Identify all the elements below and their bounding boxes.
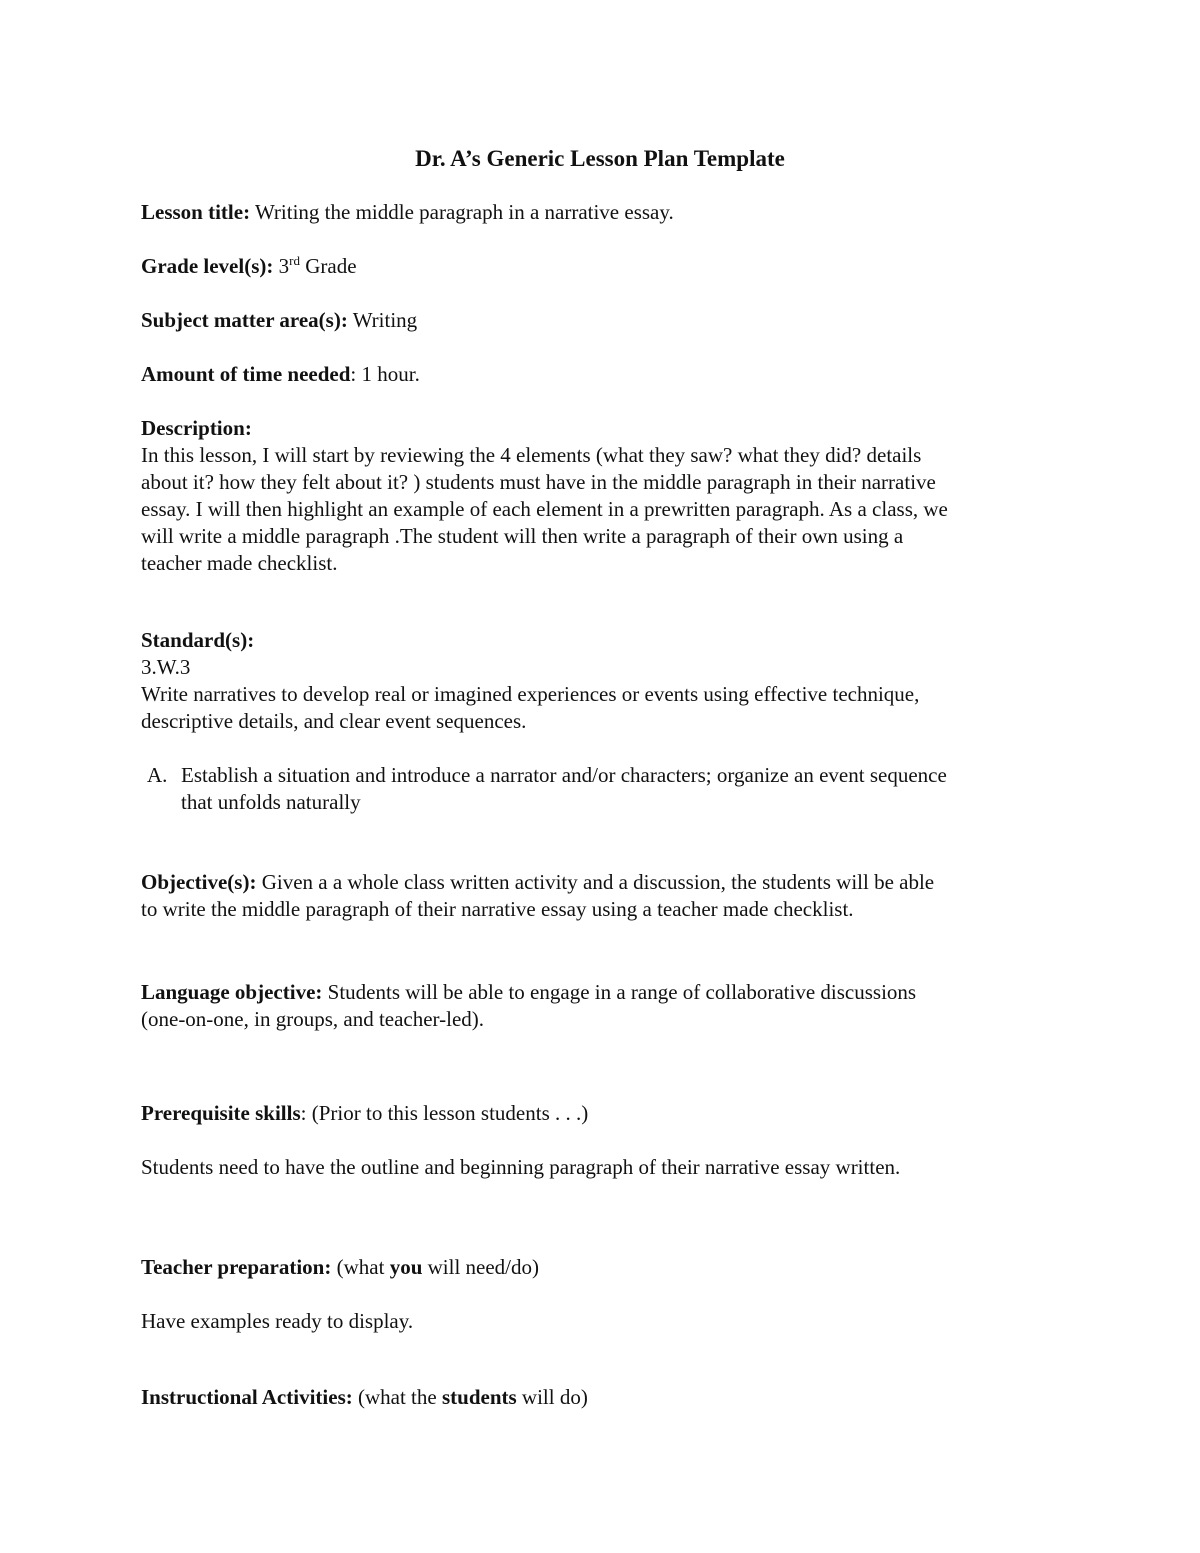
list-item-line: Establish a situation and introduce a narrator and/or characters; organize an event sequence	[181, 763, 947, 787]
subject-row	[141, 307, 417, 334]
teacher-prep-label: Teacher preparation:	[141, 1255, 332, 1279]
teacher-prep-hint: (what	[331, 1255, 390, 1279]
list-marker: A.	[147, 763, 168, 787]
grade-level-label: Grade level(s):	[141, 254, 274, 278]
time-needed-row	[141, 361, 420, 388]
language-objective-line: Students will be able to engage in a range of collaborative discussions	[322, 980, 917, 1004]
standards-heading: Standard(s):	[141, 628, 255, 652]
description-line: about it? how they felt about it? ) students must have in the middle paragraph in their narrative	[141, 470, 936, 494]
instructional-hint: (what the	[352, 1385, 442, 1409]
objectives-block	[141, 869, 1071, 923]
instructional-row	[141, 1384, 588, 1411]
lesson-title-value: Writing the middle paragraph in a narrative essay.	[250, 200, 674, 224]
teacher-prep-hint-bold: you	[389, 1255, 423, 1279]
description-line: will write a middle paragraph .The student will then write a paragraph of their own using a	[141, 524, 904, 548]
time-needed-value: : 1 hour.	[350, 362, 420, 386]
teacher-prep-hint: will need/do)	[422, 1255, 540, 1279]
standards-text	[141, 681, 1071, 735]
time-needed-label: Amount of time needed	[141, 362, 351, 386]
description-line: teacher made checklist.	[141, 551, 338, 575]
grade-level-row	[141, 253, 357, 280]
lesson-title-row	[141, 199, 674, 226]
language-objective-line: (one-on-one, in groups, and teacher-led).	[141, 1007, 485, 1031]
lesson-title-label: Lesson title:	[141, 200, 251, 224]
prerequisite-text: Students need to have the outline and beginning paragraph of their narrative essay written.	[141, 1155, 901, 1179]
instructional-hint: will do)	[516, 1385, 588, 1409]
list-item-line: that unfolds naturally	[181, 790, 361, 814]
objectives-line: Given a a whole class written activity and a discussion, the students will be able	[256, 870, 935, 894]
objectives-label: Objective(s):	[141, 870, 257, 894]
grade-level-value-sup: rd	[289, 253, 300, 268]
subject-label: Subject matter area(s):	[141, 308, 348, 332]
language-objective-block	[141, 979, 1071, 1033]
description-heading: Description:	[141, 416, 252, 440]
teacher-prep-row	[141, 1254, 539, 1281]
grade-level-value-suffix: Grade	[299, 254, 357, 278]
prerequisite-row	[141, 1100, 588, 1127]
standards-line: Write narratives to develop real or imagined experiences or events using effective technique,	[141, 682, 920, 706]
standards-code: 3.W.3	[141, 655, 191, 679]
grade-level-value-prefix: 3	[273, 254, 290, 278]
description-line: In this lesson, I will start by reviewing the 4 elements (what they saw? what they did? details	[141, 443, 922, 467]
page-title: Dr. A’s Generic Lesson Plan Template	[415, 146, 785, 171]
description-line: essay. I will then highlight an example of each element in a prewritten paragraph. As a class, we	[141, 497, 948, 521]
description-text	[141, 442, 1071, 577]
prerequisite-hint: : (Prior to this lesson students . . .)	[300, 1101, 589, 1125]
instructional-hint-bold: students	[441, 1385, 517, 1409]
standards-line: descriptive details, and clear event sequences.	[141, 709, 527, 733]
list-item-text	[181, 762, 947, 816]
teacher-prep-text: Have examples ready to display.	[141, 1309, 414, 1333]
instructional-label: Instructional Activities:	[141, 1385, 353, 1409]
prerequisite-label: Prerequisite skills	[141, 1101, 301, 1125]
language-objective-label: Language objective:	[141, 980, 323, 1004]
objectives-line: to write the middle paragraph of their narrative essay using a teacher made checklist.	[141, 897, 854, 921]
subject-value: Writing	[347, 308, 418, 332]
